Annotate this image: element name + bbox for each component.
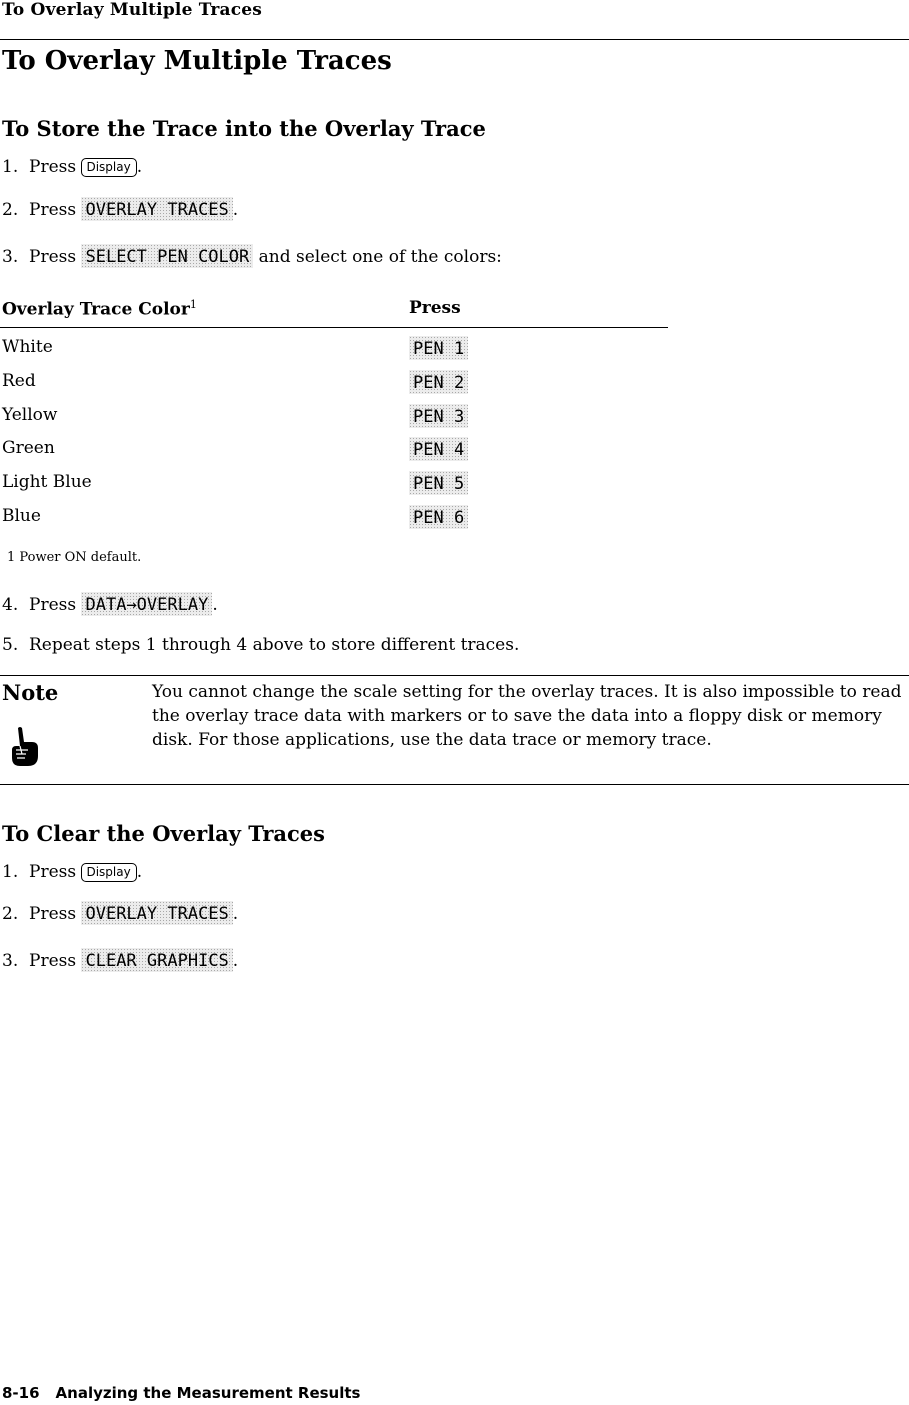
note-bottom-rule xyxy=(0,784,909,785)
page-number: 8-16 xyxy=(2,1384,40,1402)
data-overlay-softkey[interactable]: DATA→OVERLAY xyxy=(81,592,212,616)
overlay-traces-softkey[interactable]: OVERLAY TRACES xyxy=(81,197,232,221)
table-cell-key xyxy=(409,505,468,529)
table-cell-color: Yellow xyxy=(2,405,58,425)
step-text: Press xyxy=(29,247,77,267)
step-clear-2: 2. Press OVERLAY TRACES . xyxy=(2,901,238,925)
step-number: 5. xyxy=(2,635,19,655)
clear-graphics-softkey[interactable]: CLEAR GRAPHICS xyxy=(81,948,232,972)
step-clear-3: 3. Press CLEAR GRAPHICS . xyxy=(2,948,238,972)
pen-3-softkey[interactable]: PEN 3 xyxy=(409,404,468,428)
step-clear-1: 1. Press Display . xyxy=(2,862,143,882)
select-pen-color-softkey[interactable]: SELECT PEN COLOR xyxy=(81,244,253,268)
step-store-5 xyxy=(2,635,519,655)
step-number: 4. xyxy=(2,595,19,615)
table-header-rule xyxy=(0,327,668,328)
table-cell-key xyxy=(409,437,468,461)
table-cell-color: White xyxy=(2,337,53,357)
chapter-title: Analyzing the Measurement Results xyxy=(55,1384,361,1402)
footnote-marker: 1 xyxy=(189,298,197,311)
step-text: Press xyxy=(29,862,77,882)
table-footnote: 1 Power ON default. xyxy=(7,550,142,565)
display-hardkey[interactable]: Display xyxy=(81,158,136,177)
step-text: Press xyxy=(29,157,77,177)
step-number: 3. xyxy=(2,951,19,971)
step-number: 2. xyxy=(2,904,19,924)
step-text: Press xyxy=(29,951,77,971)
header-rule xyxy=(0,39,909,40)
step-store-4: 4. Press DATA→OVERLAY . xyxy=(2,592,218,616)
page-title: To Overlay Multiple Traces xyxy=(2,46,392,76)
page-footer xyxy=(2,1384,360,1402)
step-number: 1. xyxy=(2,862,19,882)
step-number: 1. xyxy=(2,157,19,177)
table-cell-key xyxy=(409,336,468,360)
pen-6-softkey[interactable]: PEN 6 xyxy=(409,505,468,529)
table-cell-key xyxy=(409,370,468,394)
note-top-rule xyxy=(0,675,909,676)
display-hardkey[interactable]: Display xyxy=(81,863,136,882)
pointing-hand-icon xyxy=(8,726,42,774)
step-number: 2. xyxy=(2,200,19,220)
step-text: Press xyxy=(29,200,77,220)
step-text: Press xyxy=(29,595,77,615)
table-cell-color: Green xyxy=(2,438,55,458)
step-store-2: 2. Press OVERLAY TRACES . xyxy=(2,197,238,221)
note-text: You cannot change the scale setting for the overlay traces. It is also impossible to read the overlay trace data with markers or to save the data into a floppy disk or memory disk. For those applications, use the data trace or memory trace. xyxy=(152,682,902,750)
section-heading-store: To Store the Trace into the Overlay Trace xyxy=(2,116,486,141)
table-header-press: Press xyxy=(409,298,461,318)
pen-2-softkey[interactable]: PEN 2 xyxy=(409,370,468,394)
step-store-1: 1. Press Display . xyxy=(2,157,143,177)
pen-1-softkey[interactable]: PEN 1 xyxy=(409,336,468,360)
pen-4-softkey[interactable]: PEN 4 xyxy=(409,437,468,461)
pen-5-softkey[interactable]: PEN 5 xyxy=(409,471,468,495)
table-cell-key xyxy=(409,404,468,428)
table-cell-color: Red xyxy=(2,371,36,391)
step-text: Press xyxy=(29,904,77,924)
step-number: 3. xyxy=(2,247,19,267)
note-label: Note xyxy=(2,680,59,705)
table-header-color: Overlay Trace Color$^1$ xyxy=(2,298,197,320)
table-cell-color: Blue xyxy=(2,506,41,526)
running-head: To Overlay Multiple Traces xyxy=(2,0,263,20)
table-cell-key xyxy=(409,471,468,495)
step-text: Repeat steps 1 through 4 above to store different traces. xyxy=(29,635,520,655)
table-cell-color: Light Blue xyxy=(2,472,92,492)
step-store-3: 3. Press SELECT PEN COLOR and select one of the colors: xyxy=(2,244,502,268)
section-heading-clear: To Clear the Overlay Traces xyxy=(2,821,325,846)
overlay-traces-softkey[interactable]: OVERLAY TRACES xyxy=(81,901,232,925)
